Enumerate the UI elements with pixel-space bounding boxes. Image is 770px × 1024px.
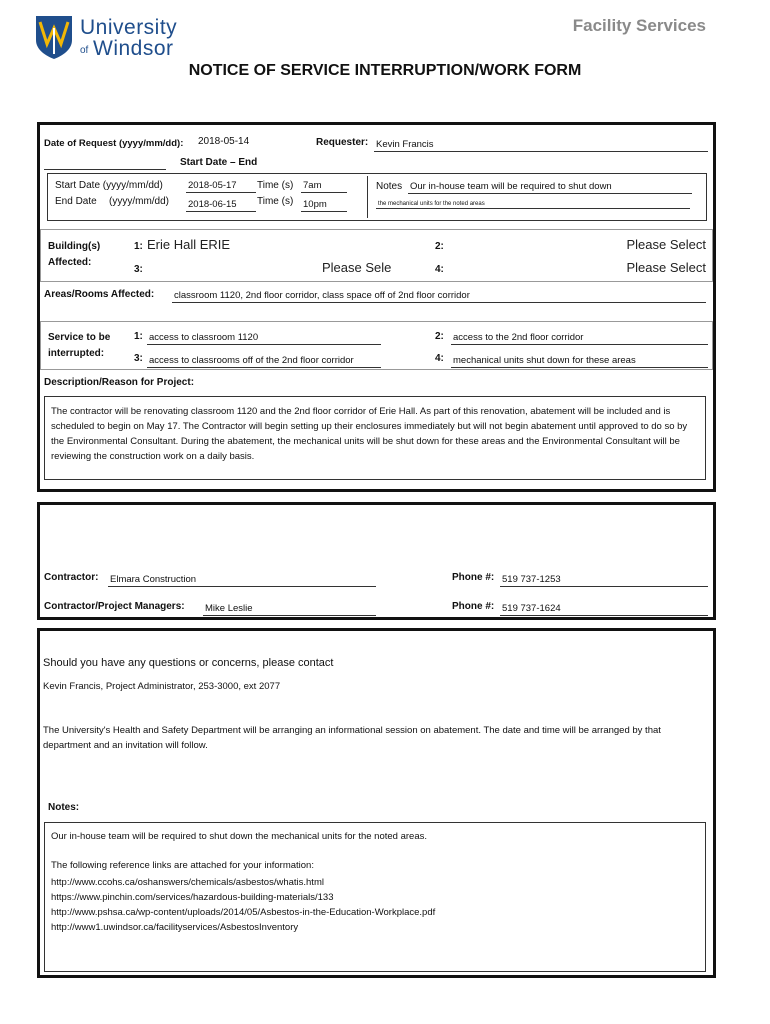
building-3-select[interactable]: Please Sele xyxy=(322,260,392,275)
service-3-field[interactable]: access to classrooms off of the 2nd floor corridor xyxy=(147,355,381,368)
service-4-field[interactable]: mechanical units shut down for these areas xyxy=(451,355,708,368)
building-2-select[interactable]: Please Select xyxy=(626,237,706,252)
areas-label: Areas/Rooms Affected: xyxy=(44,289,155,300)
contractor-label: Contractor: xyxy=(44,572,99,583)
requester-field[interactable]: Kevin Francis xyxy=(374,139,708,152)
reference-link[interactable]: http://www.pshsa.ca/wp-content/uploads/2014/05/Asbestos-in-the-Education-Workplace.pdf xyxy=(51,907,436,918)
building-3-number: 3: xyxy=(134,264,143,275)
end-date-format: (yyyy/mm/dd) xyxy=(109,196,169,207)
service-label-2: interrupted: xyxy=(48,348,105,359)
logo-university-text: University xyxy=(80,16,178,39)
building-1-select[interactable]: Erie Hall ERIE xyxy=(147,237,231,252)
phone-label: Phone #: xyxy=(452,572,495,583)
building-4-number: 4: xyxy=(435,264,444,275)
phone-field[interactable]: 519 737-1253 xyxy=(500,574,708,587)
contractor-field[interactable]: Elmara Construction xyxy=(108,574,376,587)
building-1-number: 1: xyxy=(134,241,143,252)
building-4-select[interactable]: Please Select xyxy=(626,260,706,275)
description-text: The contractor will be renovating classroom 1120 and the 2nd floor corridor of Erie Hall. As part of this renovation, abatement will be included and is scheduled to begin on May 17. The Contractor will begin setting up their enclosures immediately but will not begin abatement until approved to do so by the Environmental Consultant. During the abatement, the mechanical units will be shut down for these areas and the Environmental Consultant will be reviewing the construction work on a daily basis. xyxy=(51,406,688,462)
end-time-label: Time (s) xyxy=(257,196,294,207)
questions-text: Should you have any questions or concerns, please contact xyxy=(43,657,334,669)
start-time-field[interactable]: 7am xyxy=(301,180,347,193)
phone-2-label: Phone #: xyxy=(452,601,495,612)
end-date-label: End Date xyxy=(55,196,97,207)
end-date-field[interactable]: 2018-06-15 xyxy=(186,199,256,212)
shield-logo-icon xyxy=(34,14,74,60)
notes-body-1: Our in-house team will be required to shut down the mechanical units for the noted areas. xyxy=(51,831,427,842)
logo-windsor-text: Windsor xyxy=(93,37,174,60)
notes-line-1[interactable]: Our in-house team will be required to shut down xyxy=(408,181,692,194)
areas-field[interactable]: classroom 1120, 2nd floor corridor, class space off of 2nd floor corridor xyxy=(172,290,706,303)
end-time-field[interactable]: 10pm xyxy=(301,199,347,212)
requester-label: Requester: xyxy=(316,137,369,148)
service-4-number: 4: xyxy=(435,353,444,364)
blank-line xyxy=(44,169,166,170)
description-label: Description/Reason for Project: xyxy=(44,377,195,388)
notes-body-2: The following reference links are attached for your information: xyxy=(51,860,314,871)
start-date-label: Start Date (yyyy/mm/dd) xyxy=(55,180,163,191)
info-session-text: The University's Health and Safety Department will be arranging an informational session on abatement. The date and time will be arranged by that department and an invitation will follow. xyxy=(43,725,661,751)
managers-field[interactable]: Mike Leslie xyxy=(203,603,376,616)
service-2-field[interactable]: access to the 2nd floor corridor xyxy=(451,332,708,345)
notes-line-2[interactable]: the mechanical units for the noted areas xyxy=(376,200,690,209)
notes-heading: Notes: xyxy=(48,802,80,813)
building-2-number: 2: xyxy=(435,241,444,252)
start-time-label: Time (s) xyxy=(257,180,294,191)
department-name: Facility Services xyxy=(572,16,706,35)
contact-person: Kevin Francis, Project Administrator, 253-3000, ext 2077 xyxy=(43,681,281,692)
notes-label: Notes xyxy=(376,181,403,192)
service-2-number: 2: xyxy=(435,331,444,342)
service-1-number: 1: xyxy=(134,331,143,342)
reference-link[interactable]: https://www.pinchin.com/services/hazardous-building-materials/133 xyxy=(51,892,334,903)
service-1-field[interactable]: access to classroom 1120 xyxy=(147,332,381,345)
buildings-label-1: Building(s) xyxy=(48,241,101,252)
start-date-field[interactable]: 2018-05-17 xyxy=(186,180,256,193)
date-of-request-value[interactable]: 2018-05-14 xyxy=(198,136,250,147)
date-of-request-label: Date of Request (yyyy/mm/dd): xyxy=(44,138,184,149)
managers-label: Contractor/Project Managers: xyxy=(44,601,185,612)
reference-link[interactable]: http://www.ccohs.ca/oshanswers/chemicals/asbestos/whatis.html xyxy=(51,877,324,888)
form-title: NOTICE OF SERVICE INTERRUPTION/WORK FORM xyxy=(188,62,582,79)
start-end-heading: Start Date – End xyxy=(180,157,258,168)
reference-link[interactable]: http://www1.uwindsor.ca/facilityservices/AsbestosInventory xyxy=(51,922,299,933)
service-3-number: 3: xyxy=(134,353,143,364)
phone-2-field[interactable]: 519 737-1624 xyxy=(500,603,708,616)
logo-of-text: of xyxy=(80,45,89,56)
service-label-1: Service to be xyxy=(48,332,111,343)
notes-divider xyxy=(367,176,368,218)
buildings-label-2: Affected: xyxy=(48,257,92,268)
